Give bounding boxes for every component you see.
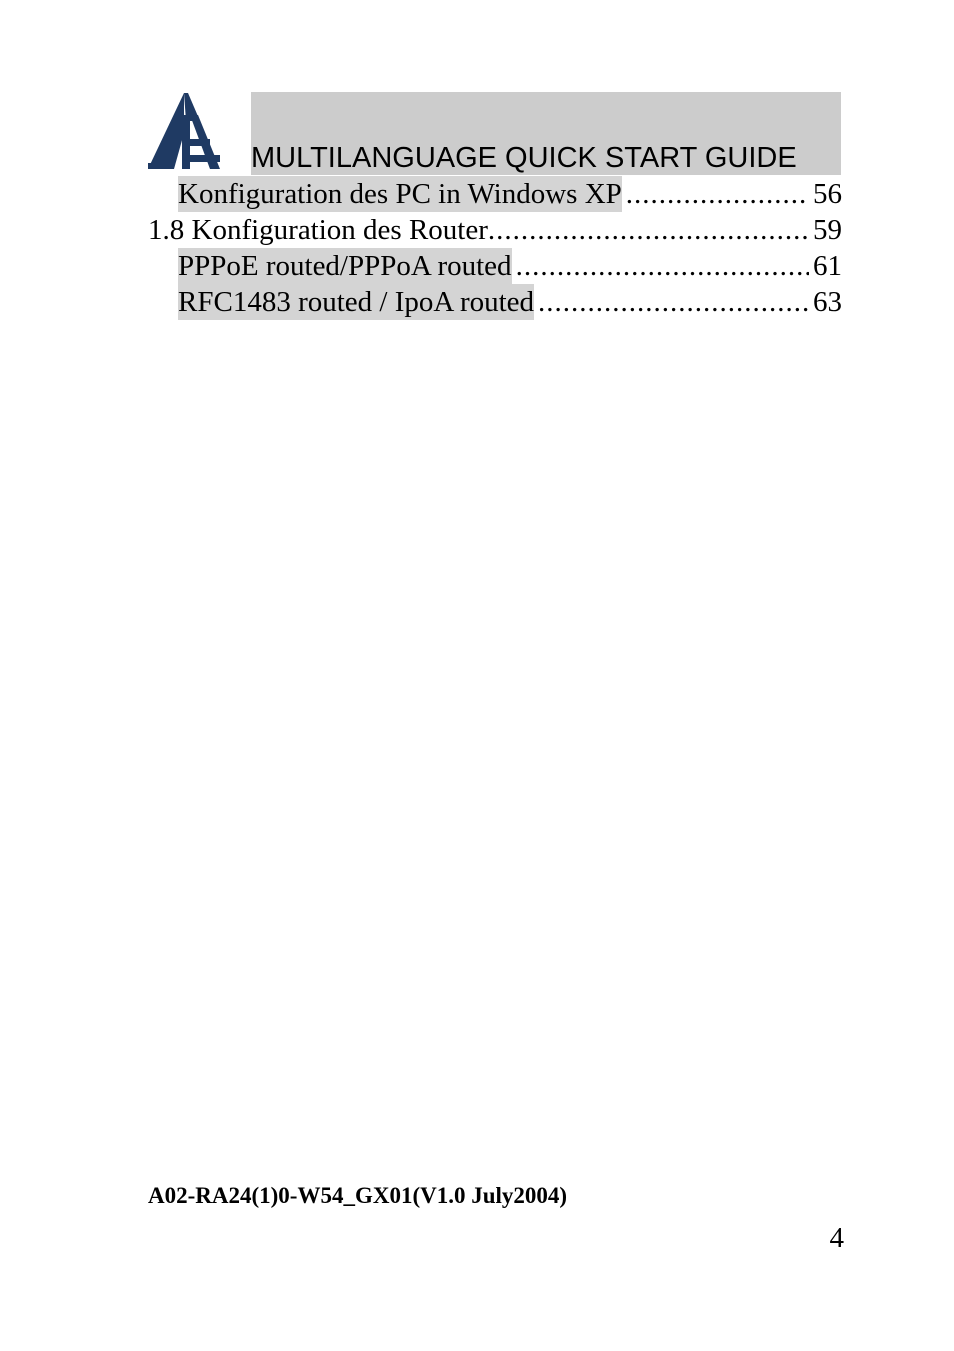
- atlantis-logo-icon: [148, 93, 220, 171]
- page-number: 4: [829, 1222, 844, 1254]
- toc-entry[interactable]: [148, 284, 842, 320]
- toc-leader-dots: [516, 248, 809, 284]
- document-code: A02-RA24(1)0-W54_GX01(V1.0 July2004): [148, 1183, 568, 1208]
- toc-entry-title: 1.8 Konfiguration des Router: [148, 214, 488, 246]
- toc-entry-page: 61: [813, 250, 842, 282]
- toc-leader-dots: [488, 212, 809, 248]
- toc-entry[interactable]: [148, 248, 842, 284]
- toc-entry[interactable]: [148, 212, 842, 248]
- document-title: MULTILANGUAGE QUICK START GUIDE: [251, 142, 797, 174]
- toc-entry-page: 59: [813, 214, 842, 246]
- toc-entry-title: Konfiguration des PC in Windows XP: [178, 178, 622, 210]
- toc-entry-title: RFC1483 routed / IpoA routed: [178, 286, 535, 318]
- toc-leader-dots: [626, 176, 809, 212]
- toc-entry[interactable]: [148, 176, 842, 212]
- toc-entry-page: 56: [813, 178, 842, 210]
- toc-entry-page: 63: [813, 286, 842, 318]
- toc-leader-dots: [538, 284, 809, 320]
- toc-entry-title: PPPoE routed/PPPoA routed: [178, 250, 512, 282]
- table-of-contents: [148, 176, 842, 320]
